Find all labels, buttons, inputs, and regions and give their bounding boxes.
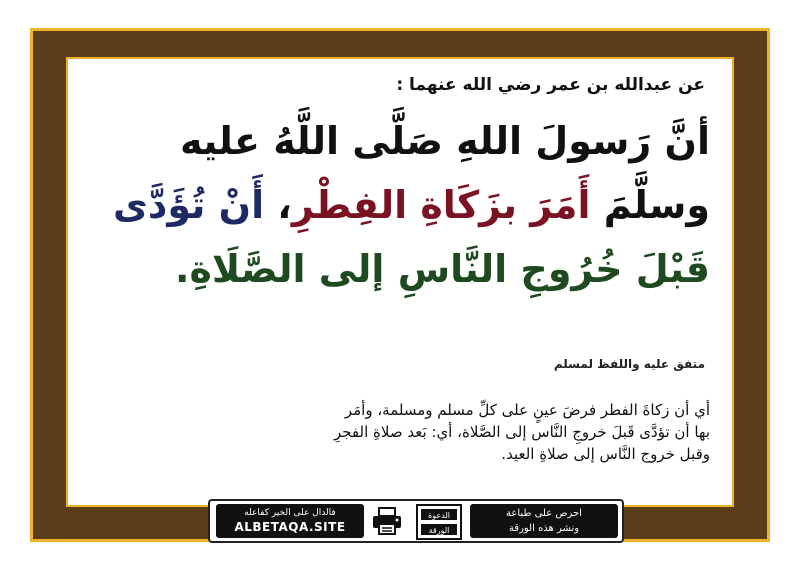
logo-text-bottom: الورقة (428, 526, 450, 535)
hadith-delivery-phrase: أَنْ تُؤَدَّى (113, 183, 265, 227)
hadith-line-3: قَبْلَ خُرُوجِ النَّاسِ إلى الصَّلَاةِ. (175, 247, 710, 291)
hadith-source: متفق عليه واللفظ لمسلم (553, 357, 705, 371)
footer-site-url[interactable]: ALBETAQA.SITE (234, 520, 346, 534)
content-panel (66, 57, 734, 507)
hadith-line-2 (90, 173, 710, 237)
explanation-line-3: وقبل خروج النَّاس إلى صلاةِ العيد. (501, 445, 710, 463)
footer-appeal-line-2: ونشر هذه الورقة (508, 523, 580, 534)
outer-frame (30, 28, 770, 542)
printer-icon (370, 506, 404, 536)
hadith-text (90, 109, 710, 301)
footer-print-appeal (470, 504, 618, 538)
hadith-line-2-start: وسلَّمَ (590, 183, 710, 227)
explanation-line-1: أي أن زكاةَ الفطر فرضَ عينٍ على كلِّ مسلم ومسلمة، وأمَر (344, 401, 710, 419)
footer-proverb: فالدال على الخير كفاعله (244, 508, 336, 518)
hadith-line-1: أنَّ رَسولَ اللهِ صَلَّى اللَّهُ عليه (179, 119, 710, 163)
footer-appeal-line-1: احرص على طباعة (506, 508, 582, 519)
hadith-comma: ، (264, 183, 292, 227)
footer-site-badge[interactable] (216, 504, 364, 538)
footer-bar (208, 499, 624, 543)
explanation-line-2: بها أن تؤدَّى قَبلَ خروجِ النَّاس إلى الصَّلاة، أي: بَعد صلاةِ الفجرِ (333, 423, 710, 441)
narrator-line: عن عبدالله بن عمر رضي الله عنهما : (396, 75, 705, 95)
logo-text-top: الدعوة (428, 511, 450, 520)
hadith-command-phrase: أَمَرَ بزَكَاةِ الفِطْرِ (291, 183, 591, 227)
logo-icon (416, 504, 462, 540)
explanation-text (90, 399, 710, 465)
